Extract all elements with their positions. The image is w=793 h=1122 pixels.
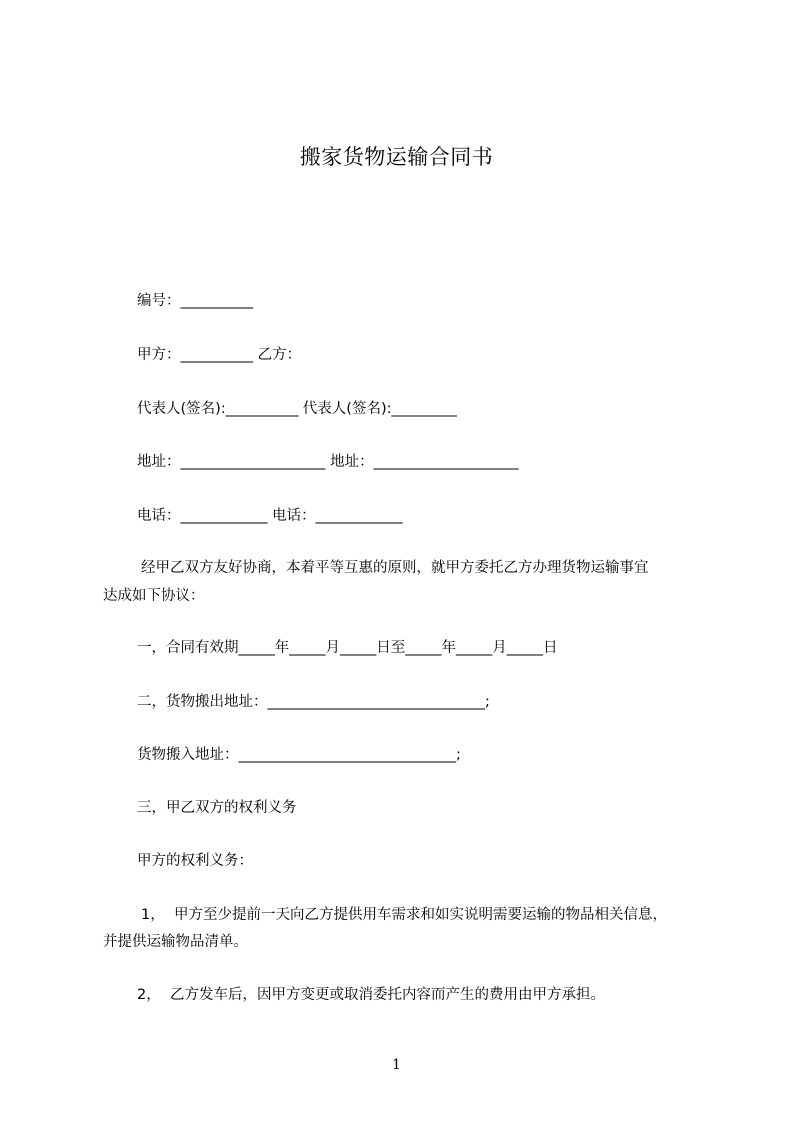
addresses-line: 地址：____________________ 地址：____________________ bbox=[137, 454, 519, 470]
clause-1-validity: 一，合同有效期_____年_____月_____日至_____年_____月_____日 bbox=[137, 640, 558, 656]
document-title: 搬家货物运输合同书 bbox=[299, 145, 494, 169]
page-number: 1 bbox=[392, 1057, 401, 1073]
contract-number-line: 编号：__________ bbox=[137, 293, 253, 309]
clause-3-heading: 三，甲乙双方的权利义务 bbox=[137, 800, 297, 816]
clause-2-moving-in-address: 货物搬入地址：______________________________; bbox=[137, 747, 461, 763]
item-2: 2， 乙方发车后，因甲方变更或取消委托内容而产生的费用由甲方承担。 bbox=[137, 987, 605, 1003]
item-1-line-2: 并提供运输物品清单。 bbox=[103, 934, 248, 950]
clause-2-moving-out-address: 二，货物搬出地址：______________________________; bbox=[137, 694, 490, 710]
intro-paragraph-line-1: 经甲乙双方友好协商，本着平等互惠的原则，就甲方委托乙方办理货物运输事宜 bbox=[141, 560, 649, 576]
representatives-line: 代表人(签名):__________ 代表人(签名):_________ bbox=[137, 401, 457, 417]
party-a-heading: 甲方的权利义务： bbox=[137, 853, 253, 869]
parties-line: 甲方：__________ 乙方： bbox=[137, 347, 302, 363]
phones-line: 电话：____________ 电话：____________ bbox=[137, 508, 403, 524]
intro-paragraph-line-2: 达成如下协议： bbox=[103, 588, 205, 604]
item-1-line-1: 1， 甲方至少提前一天向乙方提供用车需求和如实说明需要运输的物品相关信息， bbox=[141, 907, 667, 923]
